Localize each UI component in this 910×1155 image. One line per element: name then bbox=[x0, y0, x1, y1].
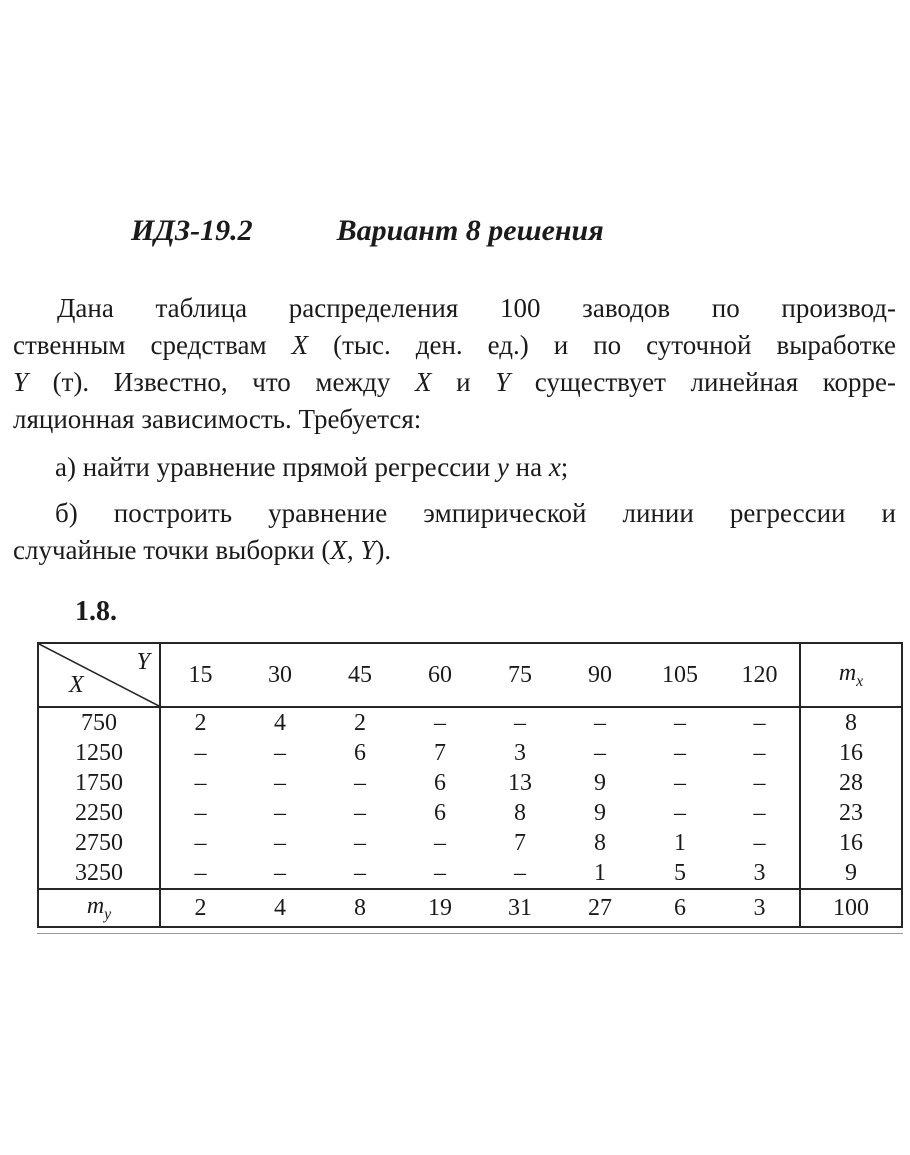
frequency-cell: – bbox=[674, 739, 686, 766]
frequency-cell: – bbox=[274, 829, 286, 856]
corner-x-label: X bbox=[69, 672, 84, 698]
y-header-cell: 15 bbox=[160, 643, 240, 707]
table-header-row bbox=[38, 643, 902, 707]
table-row bbox=[38, 858, 902, 889]
task-b-line-1: б) построить уравнение эмпирической линии регрессии и bbox=[55, 498, 896, 528]
mx-header-cell: $m_x$ bbox=[800, 643, 902, 707]
frequency-cell: 6 bbox=[354, 739, 366, 766]
frequency-cell: 9 bbox=[594, 769, 606, 796]
table-body bbox=[38, 707, 902, 889]
var-x: X bbox=[414, 367, 432, 397]
table-row bbox=[38, 738, 902, 768]
frequency-cell: – bbox=[354, 829, 366, 856]
mx-value-cell: 23 bbox=[800, 798, 902, 828]
statement-line-3: Y (т). Известно, что между X и Y существует линейная корре- bbox=[13, 367, 896, 397]
frequency-cell: 9 bbox=[594, 799, 606, 826]
mx-value-cell: 9 bbox=[800, 858, 902, 889]
x-value-cell: 1250 bbox=[38, 738, 160, 768]
frequency-cell: 7 bbox=[514, 829, 526, 856]
frequency-cell: – bbox=[194, 769, 207, 796]
my-value-cell: 27 bbox=[560, 889, 640, 927]
frequency-cell: – bbox=[674, 799, 686, 826]
frequency-cell: – bbox=[274, 769, 286, 796]
frequency-cell: 13 bbox=[508, 769, 532, 796]
mx-value-cell: 28 bbox=[800, 768, 902, 798]
task-a: а) найти уравнение прямой регрессии y на x; bbox=[55, 452, 569, 482]
distribution-table-wrapper bbox=[37, 642, 903, 934]
x-value-cell: 1750 bbox=[38, 768, 160, 798]
frequency-cell: – bbox=[753, 769, 766, 796]
frequency-cell: – bbox=[753, 829, 766, 856]
my-value-cell: 8 bbox=[320, 889, 400, 927]
frequency-cell: – bbox=[753, 739, 766, 766]
statement-line-1: Дана таблица распределения 100 заводов по производ- bbox=[57, 293, 896, 323]
frequency-cell: – bbox=[194, 859, 207, 886]
corner-y-label: Y bbox=[136, 649, 150, 675]
my-value-cell: 19 bbox=[400, 889, 480, 927]
frequency-cell: – bbox=[194, 739, 207, 766]
frequency-cell: 3 bbox=[753, 859, 766, 886]
task-b bbox=[13, 495, 896, 569]
frequency-cell: – bbox=[354, 859, 366, 886]
frequency-cell: 7 bbox=[434, 739, 446, 766]
frequency-cell: – bbox=[434, 859, 446, 886]
frequency-cell: – bbox=[594, 739, 606, 766]
table-row bbox=[38, 707, 902, 738]
mx-value-cell: 8 bbox=[800, 707, 902, 738]
frequency-cell: – bbox=[274, 739, 286, 766]
y-header-cell: 30 bbox=[240, 643, 320, 707]
var-y: Y bbox=[13, 367, 29, 397]
var-x: X bbox=[330, 535, 347, 565]
var-y: Y bbox=[360, 535, 376, 565]
corner-cell bbox=[38, 643, 160, 707]
my-value-cell: 6 bbox=[640, 889, 720, 927]
var-x: x bbox=[548, 452, 561, 482]
frequency-cell: – bbox=[753, 709, 766, 736]
variant-title: Вариант 8 решения bbox=[336, 214, 604, 247]
y-header-cell: 45 bbox=[320, 643, 400, 707]
frequency-cell: 3 bbox=[514, 739, 526, 766]
x-value-cell: 2250 bbox=[38, 798, 160, 828]
my-label-cell: $m_y$ bbox=[38, 889, 160, 927]
problem-statement bbox=[13, 290, 896, 438]
y-header-cell: 75 bbox=[480, 643, 560, 707]
frequency-cell: – bbox=[514, 859, 526, 886]
statement-line-2: ственным средствам X (тыс. ден. ед.) и по суточной выработке bbox=[13, 330, 896, 360]
frequency-cell: 6 bbox=[434, 769, 446, 796]
frequency-cell: – bbox=[674, 709, 686, 736]
frequency-cell: – bbox=[194, 829, 207, 856]
table-row bbox=[38, 828, 902, 858]
frequency-cell: – bbox=[354, 799, 366, 826]
frequency-cell: – bbox=[753, 799, 766, 826]
total-cell: 100 bbox=[800, 889, 902, 927]
frequency-cell: – bbox=[674, 769, 686, 796]
frequency-cell: – bbox=[274, 799, 286, 826]
frequency-cell: 6 bbox=[434, 799, 446, 826]
distribution-table bbox=[37, 642, 903, 928]
frequency-cell: 8 bbox=[514, 799, 526, 826]
y-header-cell: 90 bbox=[560, 643, 640, 707]
mx-value-cell: 16 bbox=[800, 828, 902, 858]
frequency-cell: 1 bbox=[674, 829, 686, 856]
statement-line-4: ляционная зависимость. Требуется: bbox=[13, 404, 422, 434]
y-header-cell: 60 bbox=[400, 643, 480, 707]
table-number-label: 1.8. bbox=[75, 596, 117, 627]
frequency-cell: – bbox=[194, 799, 207, 826]
var-y: Y bbox=[495, 367, 511, 397]
y-header-cell: 120 bbox=[720, 643, 800, 707]
frequency-cell: 2 bbox=[194, 709, 207, 736]
frequency-cell: – bbox=[514, 709, 526, 736]
frequency-cell: 2 bbox=[354, 709, 366, 736]
table-row bbox=[38, 798, 902, 828]
my-value-cell: 2 bbox=[160, 889, 240, 927]
my-value-cell: 31 bbox=[480, 889, 560, 927]
frequency-cell: – bbox=[434, 829, 446, 856]
table-row bbox=[38, 768, 902, 798]
y-header-cell: 105 bbox=[640, 643, 720, 707]
frequency-cell: 5 bbox=[674, 859, 686, 886]
my-value-cell: 4 bbox=[240, 889, 320, 927]
x-value-cell: 2750 bbox=[38, 828, 160, 858]
mx-value-cell: 16 bbox=[800, 738, 902, 768]
frequency-cell: – bbox=[594, 709, 606, 736]
frequency-cell: – bbox=[354, 769, 366, 796]
x-value-cell: 3250 bbox=[38, 858, 160, 889]
my-value-cell: 3 bbox=[720, 889, 800, 927]
frequency-cell: – bbox=[434, 709, 446, 736]
frequency-cell: 1 bbox=[594, 859, 606, 886]
x-value-cell: 750 bbox=[38, 707, 160, 738]
var-y: y bbox=[496, 452, 509, 482]
task-b-line-2: случайные точки выборки (X, Y). bbox=[13, 535, 392, 565]
frequency-cell: – bbox=[274, 859, 286, 886]
table-footer-row bbox=[38, 889, 902, 927]
var-x: X bbox=[291, 330, 309, 360]
frequency-cell: 8 bbox=[594, 829, 606, 856]
page-title bbox=[13, 212, 896, 250]
frequency-cell: 4 bbox=[274, 709, 286, 736]
assignment-number: ИДЗ-19.2 bbox=[131, 214, 253, 247]
